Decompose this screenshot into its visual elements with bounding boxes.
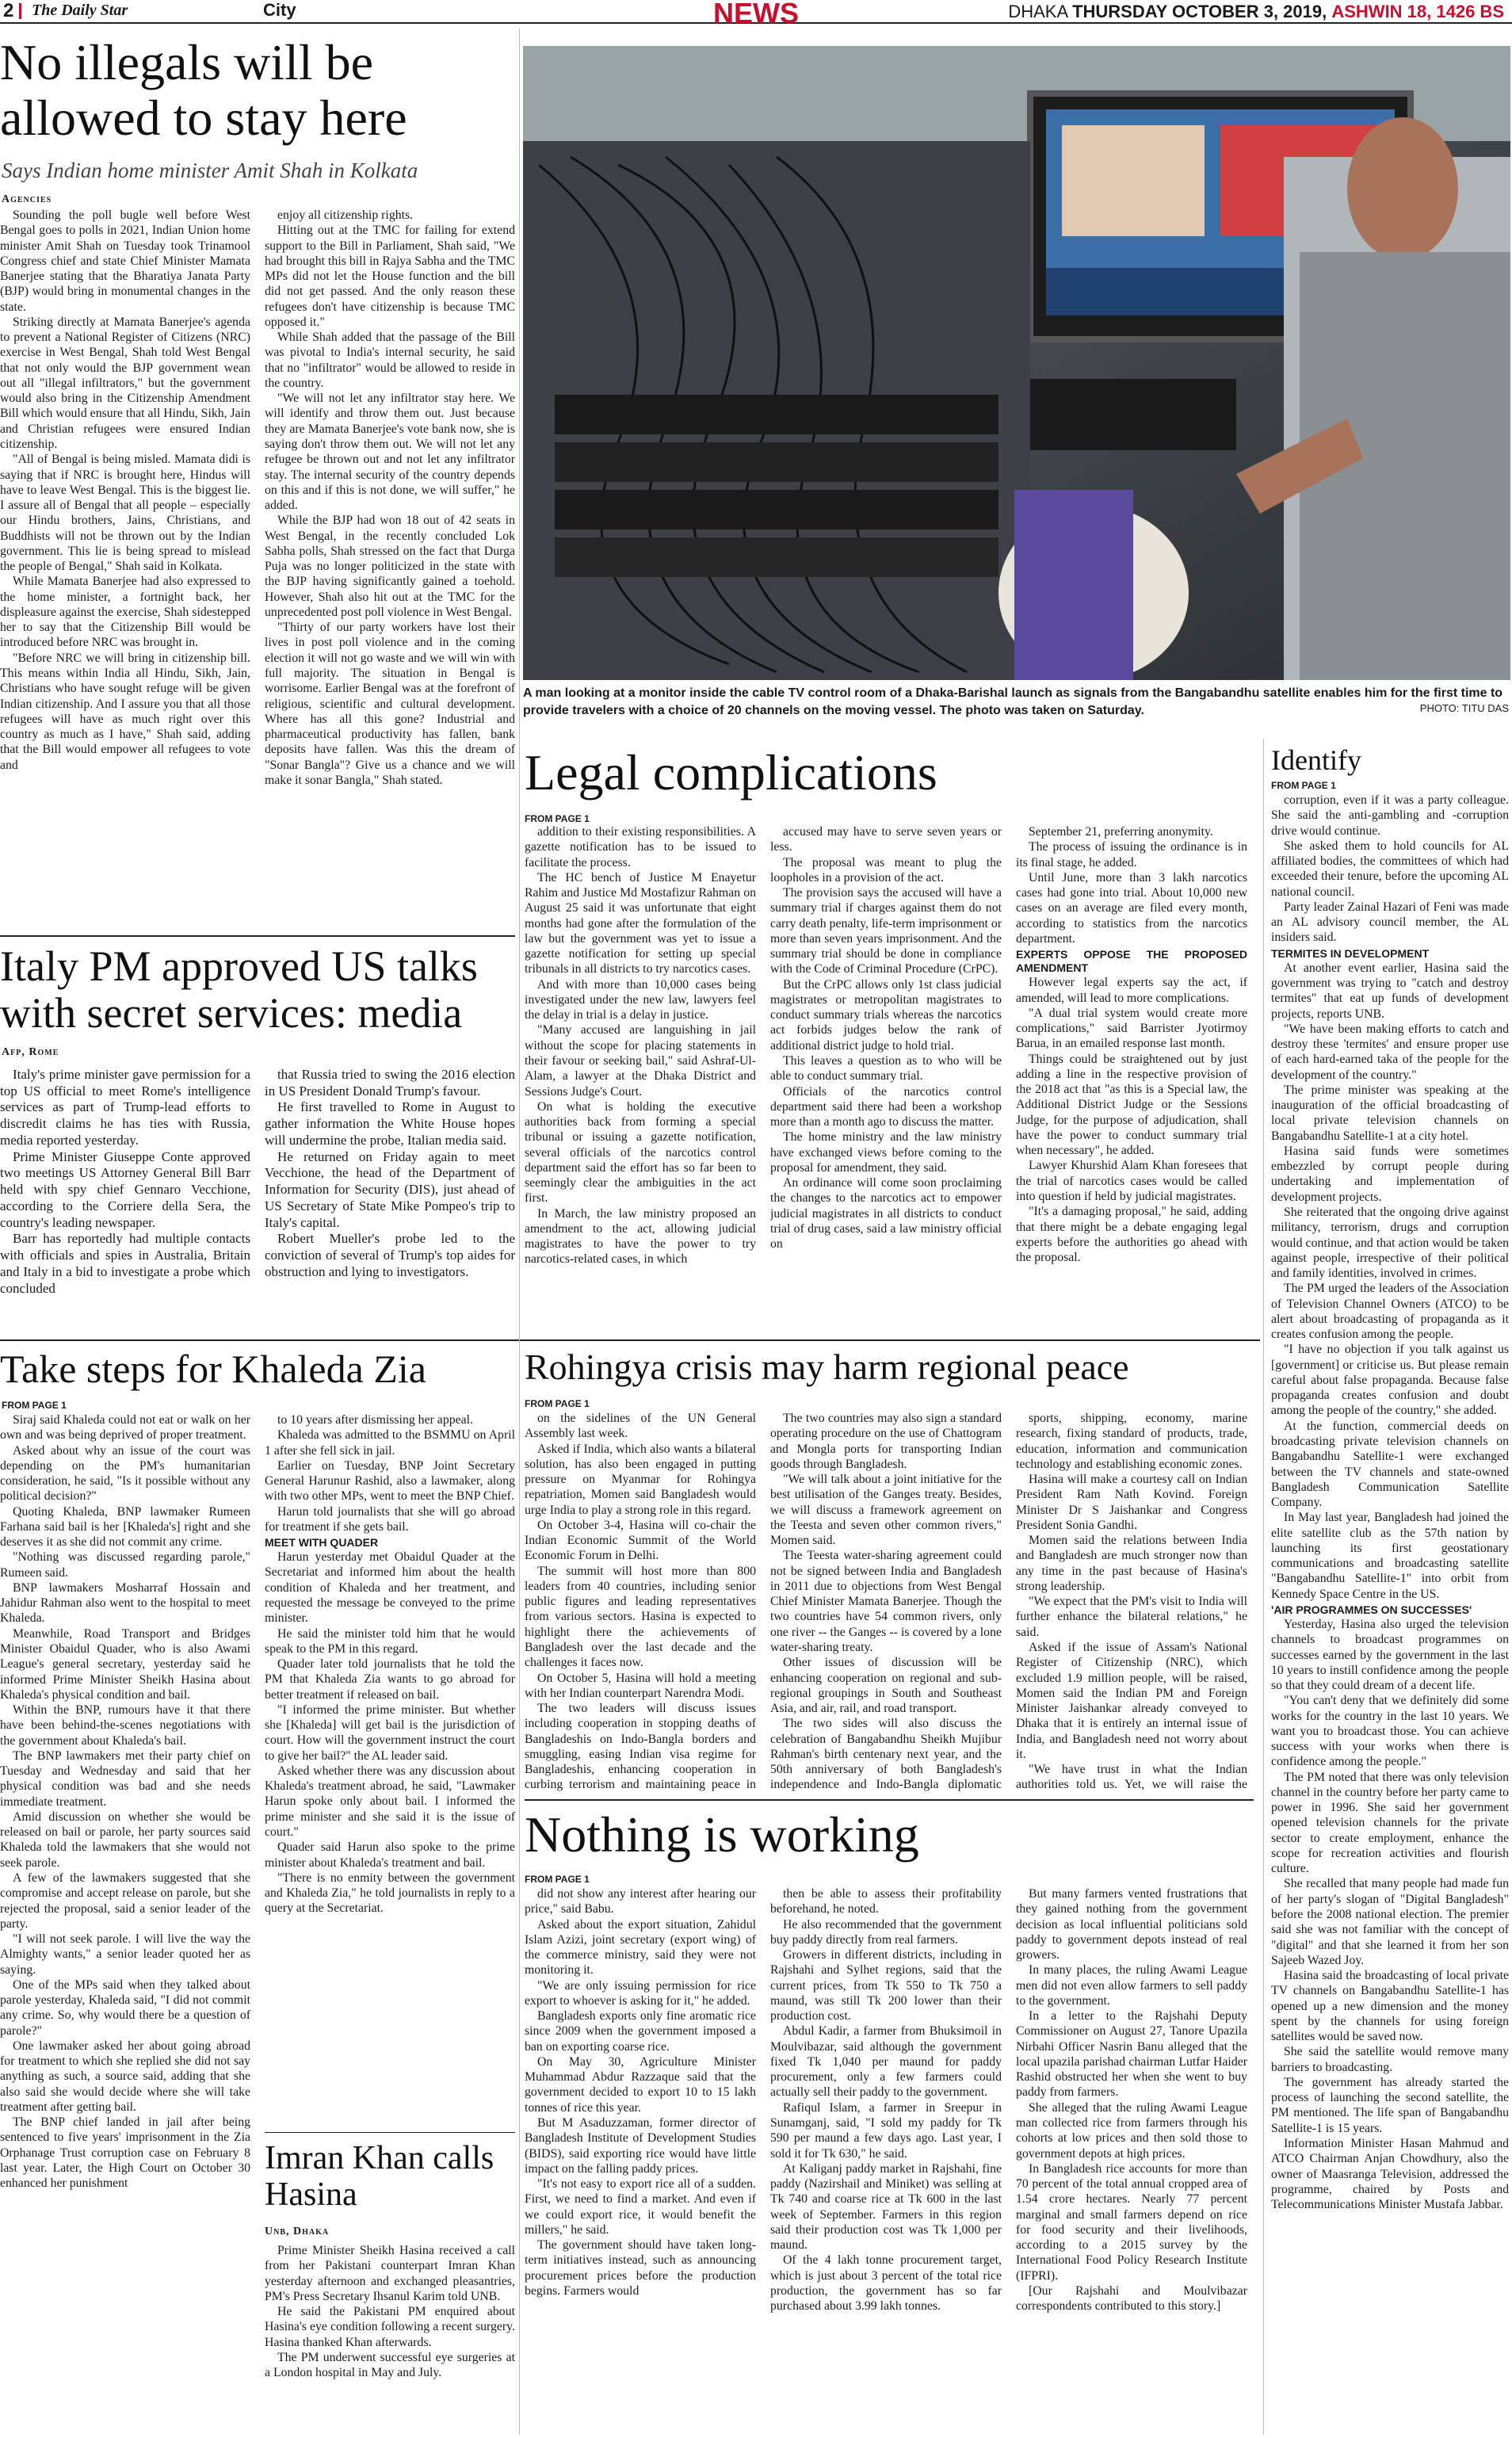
paragraph: The two countries may also sign a standard operating procedure on the use of Chattogram and Mongla ports for transporting Indian goods through Bangladesh. [770,1412,1002,1471]
section-label: City [263,0,296,20]
paragraph: This leaves a question as to who will be able to conduct summary trial. [770,1053,1002,1083]
paragraph: "We have trust in what the Indian authorities told us. Yet, we will raise the [1016,1763,1247,1791]
story-body [265,2243,515,2435]
paragraph: One lawmaker asked her about going abroad for treatment to which she replied she did not say anything as such, a source said, adding that she also said she would decide where she will take treatment after getting bail. [0,2039,250,2114]
paragraph: Bangladesh exports only fine aromatic rice since 2009 when the government imposed a ban on exporting coarse rice. [525,2009,756,2054]
story-credit: Agencies [2,193,52,205]
story-column [0,1412,250,2435]
divider [0,1339,1260,1341]
story-headline: Italy PM approved US talks with secret services: media [0,942,478,1037]
divider [19,3,21,19]
paragraph: The summit will host more than 800 leaders from 40 countries, including senior public figures and leading representatives from various sectors. Hasina is expected to highlight there the achievements of Bangladesh over the last decade and the challenges it faces now. [525,1564,756,1670]
paragraph: At another event earlier, Hasina said the government was trying to "catch and destroy termites" that eat up funds of development projects, reports UNB. [1271,961,1509,1021]
paragraph: to 10 years after dismissing her appeal. [277,1413,473,1427]
paragraph: At Kaliganj paddy market in Rajshahi, fine paddy (Nazirshail and Miniket) was selling at Tk 740 and coarse rice at Tk 600 in the last week of September. Farmers in this region said their production cost was Tk 1,000 per maund. [770,2161,1002,2253]
paragraph: Asked about why an issue of the court was depending on the PM's humanitarian consideration, he said, "Is it possible without any political decision?" [0,1443,250,1504]
story-column [770,824,1002,1328]
paragraph: The two leaders will discuss issues including cooperation in stopping deaths of Bangladeshis on Indo-Bangla borders and smuggling, easing Indian visa regime for Bangladeshis, enhancing cooperation in curbing terrorism and maintaining peace in [525,1702,756,1791]
paragraph: And with more than 10,000 cases being investigated under the new law, lawyers feel the delay in trial is a delay in justice. [525,977,756,1022]
paragraph: "I informed the prime minister. But whether she [Khaleda] will get bail is the jurisdiction of court. How will the government instruct the court to give her bail?" the AL leader said. [265,1702,515,1763]
story-body [525,824,1254,1328]
paragraph: The BNP chief landed in jail after being sentenced to five years' imprisonment in the Zia Orphanage Trust corruption case on February 8 last year. Later, the High Court on October 30 enhanced her punishment [0,2115,250,2191]
dateline-bengali: ASHWIN 18, 1426 BS [1331,2,1504,21]
story-column [525,1886,756,2435]
paragraph: addition to their existing responsibilities. A gazette notification has to be issued to facilitate the process. [525,825,756,869]
paragraph: Sounding the poll bugle well before West Bengal goes to polls in 2021, Indian Union home minister Amit Shah on Tuesday took Trinamool Congress chief and state Chief Minister Mamata Banerjee stating that the Bharatiya Janata Party (BJP) would bring in monumental changes in the state. [0,208,250,314]
paragraph: "You can't deny that we definitely did some works for the country in the last 10 years. We want you to broadcast those. You can achieve success with your works when there is confidence among the people." [1271,1694,1509,1769]
paragraph: A few of the lawmakers suggested that she compromise and accept release on parole, but she rejected the proposal, said a senior leader of the party. [0,1871,250,1931]
story-subhead: MEET WITH QUADER [265,1536,379,1550]
paragraph: He said the minister told him that he would speak to the PM in this regard. [265,1626,515,1656]
story-column [1271,793,1509,2435]
paragraph: Quader later told journalists that he told the PM that Khaleda Zia wants to go abroad for better treatment if released on bail. [265,1657,515,1702]
paragraph: Harun yesterday met Obaidul Quader at the Secretariat and informed him about the health condition of Khaleda and her treatment, and requested the message be conveyed to the prime minister. [265,1550,515,1626]
paragraph: The two sides will also discuss the celebration of Bangabandhu Sheikh Mujibur Rahman's birth centenary next year, and the 50th anniversary of both Bangladesh's independence and Indo-Bangla diplomatic [770,1717,1002,1791]
story-column [525,1411,756,1791]
paragraph: did not show any interest after hearing our price," said Babu. [525,1887,756,1916]
paragraph: "Many accused are languishing in jail without the scope for placing statements in their favour or seeking bail," said Ashraf-Ul-Alam, a lawyer at the Dhaka District and Sessions Judge's Court. [525,1023,756,1099]
paragraph: Italy's prime minister gave permission for a top US official to meet Rome's intelligence services as part of Trump-lead efforts to discredit claims he has ties with Russia, media reported yesterday. [0,1067,250,1148]
paragraph: "Nothing was discussed regarding parole," Rumeen said. [0,1550,250,1580]
paragraph: The PM urged the leaders of the Association of Television Channel Owners (ATCO) to be alert about broadcasting of propaganda as it creates confusion among the people. [1271,1282,1509,1342]
photo-credit: PHOTO: TITU DAS [1419,702,1509,714]
paragraph: An ordinance will come soon proclaiming the changes to the narcotics act to empower judicial magistrates in all districts to conduct trial of drug cases, said a law ministry official on [770,1176,1002,1251]
paragraph: The BNP lawmakers met their party chief on Tuesday and Wednesday and said that her physical condition was bad and she needs immediate treatment. [0,1748,250,1809]
dateline [1008,2,1504,22]
story-body [1271,793,1509,2435]
story-jump: FROM PAGE 1 [525,1874,590,1885]
paragraph: "Thirty of our party workers have lost their lives in post poll violence and in the coming election it will not go waste and we will win with full majority. The situation in Bengal is worrisome. Earlier Bengal was at the forefront of religious, scientific and cultural development. Where has all this gone? Industrial and pharmaceutical productivity has fallen, bank deposits have fallen. Was this the dream of "Sonar Bangla"? Give us a chance and we will make it sonar Bangla," Shah stated. [265,621,515,787]
paragraph: Until June, more than 3 lakh narcotics cases had gone into trial. About 10,000 new cases on an average are filed every month, according to statistics from the narcotics department. [1016,870,1247,946]
paragraph: However legal experts say the act, if amended, will lead to more complications. [1016,976,1247,1005]
divider [265,2132,515,2133]
paragraph: The PM noted that there was only television channel in the country before her party came to power in 1996. She said her government opened television channels for the private sector to create employment, enhance the scope for recreation activities and flourish culture. [1271,1770,1509,1876]
story-column [265,208,515,930]
story-column [525,824,756,1328]
story-column [265,2243,515,2435]
paragraph: BNP lawmakers Mosharraf Hossain and Jahidur Rahman also went to the hospital to meet Khaleda. [0,1580,250,1626]
story-column [0,1067,250,1328]
paragraph: Growers in different districts, including in Rajshahi and Sylhet regions, said that the current prices, from Tk 550 to Tk 750 a maund, was still Tk 200 lower than their production cost. [770,1948,1002,2023]
story-jump: FROM PAGE 1 [1271,780,1336,791]
column-separator [1263,739,1264,2435]
paragraph: Things could be straightened out by just adding a line in the respective provision of the 2018 act that "as this is a Special law, the Additional District Judge or the Sessions Judge, for the purpose of adjudication, shall have the power to conduct summary trial when necessary", he added. [1016,1052,1247,1158]
story-headline: Identify [1271,744,1361,776]
paragraph: Rafiqul Islam, a farmer in Sreepur in Sunamganj, said, "I sold my paddy for Tk 590 per maund a few days ago. Last year, I sold it for Tk 630," he said. [770,2100,1002,2161]
paragraph: "We are only issuing permission for rice export to whoever is asking for it," he added. [525,1978,756,2008]
story-column [265,1067,515,1328]
paragraph: on the sidelines of the UN General Assembly last week. [525,1412,756,1441]
paragraph: Asked about the export situation, Zahidul Islam Azizi, joint secretary (export wing) of the commerce ministry, said they were not monitoring it. [525,1917,756,1978]
paragraph: He returned on Friday again to meet Vecchione, the head of the Department of Information for Security (DIS), just ahead of US Secretary of State Mike Pompeo's trip to Italy's capital. [265,1148,515,1230]
paragraph: He also recommended that the government buy paddy directly from real farmers. [770,1917,1002,1947]
paragraph: Hasina said funds were sometimes embezzled by corrupt people during undertaking and implementation of development projects. [1271,1144,1509,1204]
story-headline: Nothing is working [525,1806,919,1863]
paragraph: She asked them to hold councils for AL affiliated bodies, the committees of which had exceeded their tenure, before the upcoming AL national council. [1271,839,1509,899]
paragraph: While Mamata Banerjee had also expressed to the home minister, a fortnight back, her displeasure against the exercise, Shah sidestepped her to say that the Citizenship Bill would be introduced before NRC was brought in. [0,575,250,650]
column-separator [519,29,520,2435]
paragraph: Hitting out at the TMC for failing for extend support to the Bill in Parliament, Shah said, "We had brought this bill in Rajya Sabha and the TMC MPs did not let the House function and the bill did not get passed. And the only reason these refugees don't have citizenship is because TMC opposed it." [265,224,515,329]
paragraph: "We will not let any infiltrator stay here. We will identify and throw them out. Just because they are Mamata Banerjee's vote bank now, she is saying don't throw them out. We will not let any refugee be thrown out and not let any infiltrator stay. The internal security of the country depends on this and if this is not done, we will suffer," he added. [265,392,515,513]
story-column [770,1886,1002,2435]
paragraph: Momen said the relations between India and Bangladesh are much stronger now than any time in the past because of Hasina's strong leadership. [1016,1534,1247,1593]
story-jump: FROM PAGE 1 [525,813,590,824]
newspaper-name: The Daily Star [32,2,128,19]
paragraph: corruption, even if it was a party colleague. She said the anti-gambling and -corruption drive would continue. [1271,793,1509,838]
story-credit: Afp, Rome [2,1046,59,1058]
paragraph: In a letter to the Rajshahi Deputy Commissioner on August 27, Tanore Upazila Nirbahi Officer Nasrin Banu alleged that the local upazila parishad chairman Lutfar Haider Rashid obstructed her when she went to buy paddy from farmers. [1016,2009,1247,2100]
paragraph: Siraj said Khaleda could not eat or walk on her own and was being deprived of proper treatment. [0,1413,250,1443]
paragraph: The government has already started the process of launching the second satellite, the PM mentioned. The life span of Bangabandhu Satellite-1 is 15 years. [1271,2075,1509,2135]
paragraph: enjoy all citizenship rights. [277,208,414,222]
story-headline: No illegals will be allowed to stay here [0,34,407,147]
dateline-city: DHAKA [1008,2,1067,21]
paragraph: "We will talk about a joint initiative for the best utilisation of the Ganges treaty. Besides, we will discuss a framework agreement on the Teesta and seven other common rivers," Momen said. [770,1473,1002,1548]
story-subhead: EXPERTS OPPOSE THE PROPOSED AMENDMENT [1016,948,1247,975]
paragraph: He said the Pakistani PM enquired about Hasina's eye condition following a recent surgery. Hasina thanked Khan afterwards. [265,2305,515,2349]
paragraph: Harun told journalists that she will go abroad for treatment if she gets bail. [265,1504,515,1534]
paragraph: But M Asaduzzaman, former director of Bangladesh Institute of Development Studies (BIDS), said exporting rice would have little impact on the falling paddy prices. [525,2115,756,2176]
paragraph: Meanwhile, Road Transport and Bridges Minister Obaidul Quader, who is also Awami League's general secretary, yesterday said he informed Prime Minister Sheikh Hasina about Khaleda's physical condition and bail. [0,1626,250,1702]
paragraph: The proposal was meant to plug the loopholes in a provision of the act. [770,855,1002,885]
story-column [1016,1886,1247,2435]
paragraph: Party leader Zainal Hazari of Feni was made an AL advisory council member, the AL insiders said. [1271,900,1509,945]
story-headline: Imran Khan calls Hasina [265,2140,494,2214]
paragraph: "A dual trial system would create more complications," said Barrister Jyotirmoy Barua, in an emailed response last month. [1016,1006,1247,1051]
paragraph: "We have been making efforts to catch and destroy these 'termites' and ensure proper use of each hard-earned taka of the people for the development of the country." [1271,1022,1509,1082]
paragraph: She alleged that the ruling Awami League man collected rice from farmers through his cohorts at low prices and then sold those to government depots at high prices. [1016,2100,1247,2161]
story-subhead: 'AIR PROGRAMMES ON SUCCESSES' [1271,1603,1472,1616]
category-label: NEWS [713,0,799,29]
story-subhead: Says Indian home minister Amit Shah in Kolkata [2,159,418,182]
paragraph: She said the satellite would remove many barriers to broadcasting. [1271,2045,1509,2074]
paragraph: She reiterated that the ongoing drive against militancy, terrorism, drugs and corruption would continue, and that action would be taken against people, irrespective of their political and family identities, involved in crimes. [1271,1205,1509,1281]
story-jump: FROM PAGE 1 [525,1398,590,1409]
paragraph: Yesterday, Hasina also urged the television channels to broadcast programmes on successes earned by the government in the last 10 years to instill confidence among the people so that they could dream of a decent life. [1271,1617,1509,1693]
paragraph: Barr has reportedly had multiple contacts with officials and spies in Australia, Britain and Italy in a bid to investigate a probe which concluded [0,1231,250,1296]
paragraph: Robert Mueller's probe led to the conviction of several of Trump's top aides for obstruction and lying to investigators. [265,1231,515,1279]
story-jump: FROM PAGE 1 [2,1400,67,1411]
paragraph: The government should have taken long-term initiatives instead, such as announcing procurement prices before the production begins. Farmers would [525,2238,756,2298]
paragraph: Officials of the narcotics control department said there had been a workshop more than a month ago to discuss the matter. [770,1084,1002,1129]
paragraph: "It's a damaging proposal," he said, adding that there might be a debate engaging legal experts before the authorities go ahead with the proposal. [1016,1205,1247,1265]
paragraph: On what is holding the executive authorities back from forming a special tribunal or issuing a gazette notification, several officials of the narcotics control department said the effort has so far been to seemingly clear the ambiguities in the act first. [525,1099,756,1206]
paragraph: In Bangladesh rice accounts for more than 70 percent of the total annual cropped area of 1.54 crore hectares. Nearly 77 percent marginal and small farmers depend on rice for food security and their livelihoods, according to a 2015 survey by the International Food Policy Research Institute (IFPRI). [1016,2161,1247,2283]
story-credit: Unb, Dhaka [265,2226,330,2237]
paragraph: But many farmers vented frustrations that they gained nothing from the government decision as local influential politicians sold paddy to government depots instead of real growers. [1016,1887,1247,1962]
story-column [770,1411,1002,1791]
paragraph: Quader said Harun also spoke to the prime minister about Khaleda's treatment and bail. [265,1840,515,1870]
paragraph: She recalled that many people had made fun of her party's slogan of "Digital Bangladesh" before the 2008 national election. The premier said she was not familiar with the concept of "digital" and that she learned it from her son Sajeeb Wazed Joy. [1271,1877,1509,1967]
paragraph: But the CrPC allows only 1st class judicial magistrates or metropolitan magistrates to conduct summary trials whereas the narcotics act forbids judges below the rank of additional district judge to hold trial. [770,977,1002,1053]
paragraph: Earlier on Tuesday, BNP Joint Secretary General Harunur Rashid, also a lawmaker, along with two other MPs, went to meet the BNP Chief. [265,1458,515,1504]
story-subhead: TERMITES IN DEVELOPMENT [1271,946,1430,960]
paragraph: The process of issuing the ordinance is in its final stage, he added. [1016,840,1247,869]
paragraph: Within the BNP, rumours have it that there have been behind-the-scenes negotiations with the government about Khaleda's bail. [0,1703,250,1748]
paragraph: Khaleda was admitted to the BSMMU on April 1 after she fell sick in jail. [265,1428,515,1458]
story-column [0,208,250,930]
paragraph: Abdul Kadir, a farmer from Bhuksimoil in Moulvibazar, said although the government fixed Tk 1,040 per maund for paddy procurement, only a few farmers could actually sell their paddy to the government. [770,2024,1002,2100]
story-body [0,208,515,930]
story-body [0,1067,515,1328]
paragraph: The home ministry and the law ministry have exchanged views before coming to the proposal for amendment, they said. [770,1130,1002,1175]
paragraph: One of the MPs said when they talked about parole yesterday, Khaleda said, "I did not commit any crime. So, why would there be a question of parole?" [0,1978,250,2038]
paragraph: sports, shipping, economy, marine research, fixing standard of products, trade, education, information and communication technology and establishing economic zones. [1016,1412,1247,1471]
paragraph: "I will not seek parole. I will live the way the Almighty wants," a senior leader quoted her as saying. [0,1932,250,1977]
paragraph: In March, the law ministry proposed an amendment to the act, allowing judicial magistrates to have the power to try narcotics-related cases, in which [525,1206,756,1267]
paragraph: The prime minister was speaking at the inauguration of the official broadcasting of local private television channels on Bangabandhu Satellite-1 at a city hotel. [1271,1083,1509,1143]
paragraph: Other issues of discussion will be enhancing cooperation on regional and sub-regional groupings in South and Southeast Asia, and air, rail, and road transport. [770,1656,1002,1716]
photo-illustration [523,46,1510,680]
paragraph: While the BJP had won 18 out of 42 seats in West Bengal, in the recently concluded Lok Sabha polls, Shah stressed on the fact that Durga Puja was no longer politicized in the state with the BJP having significantly gained a toehold. However, Shah also hit out at the TMC for the unprecedented post poll violence in West Bengal. [265,514,515,619]
paragraph: September 21, preferring anonymity. [1029,825,1213,839]
paragraph: "There is no enmity between the government and Khaleda Zia," he told journalists in reply to a query at the Secretariat. [265,1871,515,1916]
paragraph: The Teesta water-sharing agreement could not be signed between India and Bangladesh in 2011 due to objections from West Bengal Chief Minister Mamata Banerjee. Though the two countries have 54 common rivers, only one river -- the Ganges -- is covered by a lone water-sharing treaty. [770,1549,1002,1654]
paragraph: At the function, commercial deeds on broadcasting private television channels on Bangabandhu Satellite-1 were exchanged between the TV channels and state-owned Bangladesh Communication Satellite Company. [1271,1419,1509,1510]
story-column [1016,1411,1247,1791]
paragraph: While Shah added that the passage of the Bill was pivotal to India's internal security, he said that no "infiltrator" would be allowed to reside in the country. [265,331,515,390]
paragraph: Asked if India, which also wants a bilateral solution, has also been engaged in putting pressure on Myanmar for Rohingya repatriation, Momen said Bangladesh would urge India to play a strong role in this regard. [525,1442,756,1517]
story-headline: Rohingya crisis may harm regional peace [525,1347,1129,1387]
paragraph: On October 5, Hasina will hold a meeting with her Indian counterpart Narendra Modi. [525,1671,756,1700]
page-header [0,0,1512,29]
paragraph: The provision says the accused will have a summary trial if charges against them do not carry death penalty, life-term imprisonment or more than seven years imprisonment. And the summary trial should be done in compliance with the Code of Criminal Procedure (CrPC). [770,886,1002,976]
paragraph: Quoting Khaleda, BNP lawmaker Rumeen Farhana said bail is her [Khaleda's] right and she deserves it as she did not commit any crime. [0,1504,250,1550]
paragraph: "I have no objection if you talk against us [government] or criticise us. But please remain careful about false propaganda. Because false propaganda creates confusion and doubt among the people of the country," she added. [1271,1343,1509,1418]
paragraph: then be able to assess their profitability beforehand, he noted. [770,1887,1002,1916]
paragraph: Hasina will make a courtesy call on Indian President Ram Nath Kovind. Foreign Minister Dr S Jaishankar and Congress President Sonia Gandhi. [1016,1473,1247,1532]
story-body [525,1411,1254,1791]
paragraph: On October 3-4, Hasina will co-chair the Indian Economic Summit of the World Economic Forum in Delhi. [525,1518,756,1563]
divider [525,1799,1254,1801]
divider [0,935,515,937]
paragraph: [Our Rajshahi and Moulvibazar correspondents contributed to this story.] [1016,2283,1247,2314]
paragraph: "We expect that the PM's visit to India will further enhance the bilateral relations," he said. [1016,1595,1247,1639]
paragraph: Lawyer Khurshid Alam Khan foresees that the trial of narcotics cases would be called into question if held by judicial magistrates. [1016,1159,1247,1203]
paragraph: In May last year, Bangladesh had joined the elite satellite club as the 57th nation by launching its first geostationary communications and broadcasting satellite "Bangabandhu Satellite-1" into orbit from Kennedy Space Centre in the US. [1271,1511,1509,1601]
paragraph: Amid discussion on whether she would be released on bail or parole, her party sources said Khaleda told the lawmakers that she would not seek parole. [0,1809,250,1870]
paragraph: He first travelled to Rome in August to gather information the White House hopes will undermine the probe, Italian media said. [265,1099,515,1148]
dateline-date: THURSDAY OCTOBER 3, 2019, [1072,2,1327,21]
paragraph: Asked whether there was any discussion about Khaleda's treatment abroad, he said, "Lawmaker Harun spoke only about bail. I informed the prime minister and she said it is the issue of court." [265,1764,515,1839]
story-headline: Legal complications [525,744,937,801]
paragraph: The HC bench of Justice M Enayetur Rahim and Justice Md Mostafizur Rahman on August 25 said it was unfortunate that eight months had gone after the formulation of the law but the government was yet to issue a gazette notification for setting up special tribunals in all districts to try narcotics cases. [525,870,756,976]
paragraph: Information Minister Hasan Mahmud and ATCO Chairman Anjan Chowdhury, also the owner of Maasranga Television, addressed the programme, chaired by Posts and Telecommunications Minister Mustafa Jabbar. [1271,2137,1509,2212]
story-headline: Take steps for Khaleda Zia [0,1347,426,1391]
news-photo [523,46,1510,680]
story-column [265,1412,515,2126]
paragraph: The PM underwent successful eye surgeries at a London hospital in May and July. [265,2350,515,2380]
paragraph: "It's not easy to export rice all of a sudden. First, we need to find a market. And even if we could export rice, it would benefit the millers," he said. [525,2177,756,2237]
paragraph: "All of Bengal is being misled. Mamata didi is saying that if NRC is brought here, Hindus will have to leave West Bengal. This is the biggest lie. I assure all of Bengal that all people – especially our Hindu brothers, Jains, Christians, and Buddhists will not be thrown out by the Indian government. This lie is being spread to mislead the people of Bengal," Shah said in Kolkata. [0,453,250,574]
paragraph: Of the 4 lakh tonne procurement target, which is just about 3 percent of the total rice production, the government has so far purchased about 3.99 lakh tonnes. [770,2253,1002,2314]
paragraph: In many places, the ruling Awami League men did not even allow farmers to sell paddy to the government. [1016,1963,1247,2008]
paragraph: Prime Minister Giuseppe Conte approved two meetings US Attorney General Bill Barr held with spy chief Gennaro Vecchione, according to the Corriere della Sera, the country's leading newspaper. [0,1148,250,1230]
paragraph: that Russia tried to swing the 2016 election in US President Donald Trump's favour. [265,1067,515,1099]
paragraph: Asked if the issue of Assam's National Register of Citizenship (NRC), which excluded 1.9 million people, will be raised, Momen said the Indian PM and Foreign Minister Jaishankar already conveyed to Dhaka that it is entirely an internal issue of India, and Bangladesh need not worry about it. [1016,1640,1247,1761]
story-column [1016,824,1247,1328]
paragraph: "Before NRC we will bring in citizenship bill. This means within India all Hindu, Sikh, Jain, Christians who have sought refuge will be given Indian citizenship. And I assure you that all those refugees will have as much right over this country as much as I have," Shah said, adding that the Bill would empower all refugees to vote and [0,651,250,772]
paragraph: Striking directly at Mamata Banerjee's agenda to prevent a National Register of Citizens (NRC) exercise in West Bengal, Shah told West Bengal that not only would the BJP government wean out all "illegal infiltrators," but the government would also bring in the Citizenship Amendment Bill which would ensure that all Hindu, Sikh, Jain and Christian refugees were ensured Indian citizenship. [0,315,250,451]
paragraph: On May 30, Agriculture Minister Muhammad Abdur Razzaque said that the government decided to export 10 to 15 lakh tonnes of rice this year. [525,2054,756,2115]
paragraph: Hasina said the broadcasting of local private TV channels on Bangabandhu Satellite-1 has opened up a new dimension and the money spent by the channels for using foreign satellites would be saved now. [1271,1969,1509,2044]
photo-caption: A man looking at a monitor inside the cable TV control room of a Dhaka-Barishal launch as signals from the Bangabandhu satellite enables him for the first time to provide travelers with a choice of 20 channels on the moving vessel. The photo was taken on Saturday. [523,686,1503,717]
paragraph: Prime Minister Sheikh Hasina received a call from her Pakistani counterpart Imran Khan yesterday afternoon and exchanged pleasantries, PM's Press Secretary Ihsanul Karim told UNB. [265,2244,515,2303]
story-body [525,1886,1254,2435]
page-number: 2 [3,0,14,21]
paragraph: accused may have to serve seven years or less. [770,825,1002,854]
